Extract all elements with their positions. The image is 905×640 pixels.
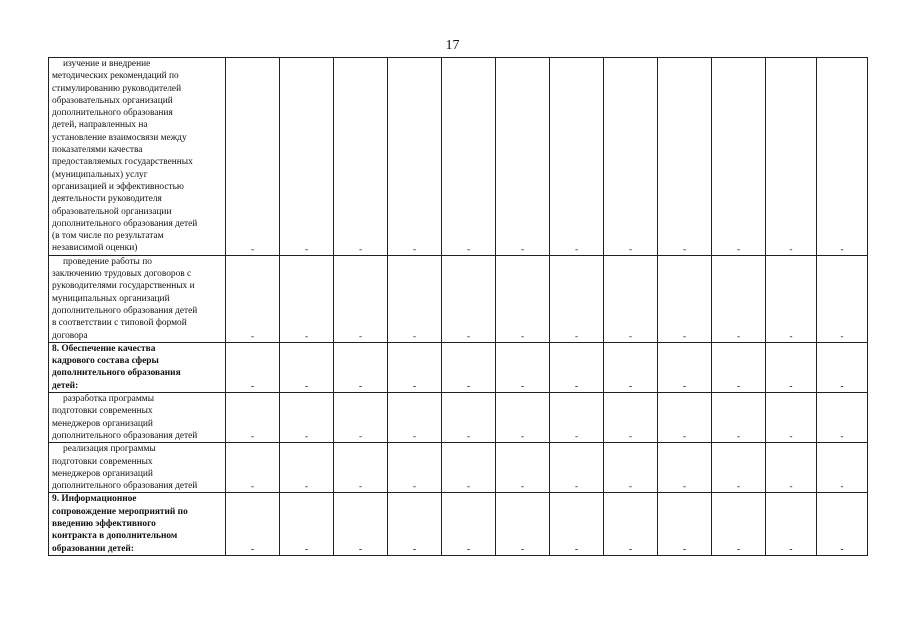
value-cell: -: [442, 58, 496, 256]
row-label-cell: [49, 443, 226, 493]
row-label-line: детей, направленных на: [52, 120, 148, 131]
value-cell: -: [550, 58, 604, 256]
row-label-line: дополнительного образования: [52, 108, 173, 119]
value-cell: -: [604, 58, 658, 256]
row-label-line: стимулированию руководителей: [52, 83, 182, 94]
row-label-cell: [49, 342, 226, 392]
value-cell: -: [658, 443, 712, 493]
row-label-line: кадрового состава сферы: [52, 356, 159, 367]
row-label-line: в соответствии с типовой формой: [52, 318, 187, 329]
value-cell: -: [712, 443, 766, 493]
row-label-line: показателями качества: [52, 145, 143, 156]
value-cell: -: [817, 493, 868, 555]
value-cell: -: [388, 393, 442, 443]
value-cell: -: [766, 342, 817, 392]
row-label-line: образовательных организаций: [52, 95, 173, 106]
value-cell: -: [550, 393, 604, 443]
value-cell: -: [280, 393, 334, 443]
table-row: [49, 443, 868, 493]
value-cell: -: [604, 443, 658, 493]
value-cell: -: [604, 255, 658, 342]
row-label-line: сопровождение мероприятий по: [52, 506, 188, 517]
value-cell: -: [388, 342, 442, 392]
value-cell: -: [658, 393, 712, 443]
row-label-line: дополнительного образования детей: [52, 430, 198, 441]
value-cell: -: [280, 255, 334, 342]
table-row: [49, 493, 868, 555]
row-label-line: заключению трудовых договоров с: [52, 269, 192, 280]
row-label-line: проведение работы по: [63, 256, 152, 267]
table-row: [49, 393, 868, 443]
value-cell: -: [226, 342, 280, 392]
value-cell: -: [550, 342, 604, 392]
value-cell: -: [712, 58, 766, 256]
value-cell: -: [658, 255, 712, 342]
value-cell: -: [442, 393, 496, 443]
value-cell: -: [334, 58, 388, 256]
row-label-line: 9. Информационное: [52, 494, 137, 505]
value-cell: -: [817, 255, 868, 342]
row-label-line: дополнительного образования детей: [52, 305, 198, 316]
value-cell: -: [388, 58, 442, 256]
value-cell: -: [388, 255, 442, 342]
value-cell: -: [496, 493, 550, 555]
value-cell: -: [658, 58, 712, 256]
row-label-line: контракта в дополнительном: [52, 531, 178, 542]
row-label-cell: [49, 255, 226, 342]
value-cell: -: [817, 342, 868, 392]
value-cell: -: [604, 493, 658, 555]
value-cell: -: [550, 493, 604, 555]
row-label-line: детей:: [52, 380, 79, 391]
value-cell: -: [766, 493, 817, 555]
value-cell: -: [496, 255, 550, 342]
row-label-line: методических рекомендаций по: [52, 71, 179, 82]
row-label-line: разработка программы: [63, 394, 154, 405]
row-label-line: введению эффективного: [52, 518, 156, 529]
value-cell: -: [334, 342, 388, 392]
table-row: [49, 255, 868, 342]
row-label-line: дополнительного образования детей: [52, 481, 198, 492]
row-label-line: деятельности руководителя: [52, 194, 162, 205]
value-cell: -: [280, 443, 334, 493]
value-cell: -: [817, 443, 868, 493]
row-label-line: 8. Обеспечение качества: [52, 343, 156, 354]
value-cell: -: [766, 393, 817, 443]
value-cell: -: [280, 493, 334, 555]
value-cell: -: [226, 58, 280, 256]
row-label-line: муниципальных организаций: [52, 293, 170, 304]
value-cell: -: [226, 393, 280, 443]
value-cell: -: [280, 58, 334, 256]
value-cell: -: [712, 342, 766, 392]
row-label-line: подготовки современных: [52, 406, 153, 417]
row-label-line: образовательной организации: [52, 206, 172, 217]
value-cell: -: [442, 255, 496, 342]
row-label-line: подготовки современных: [52, 456, 153, 467]
value-cell: -: [817, 58, 868, 256]
value-cell: -: [712, 493, 766, 555]
row-label-cell: [49, 493, 226, 555]
value-cell: -: [334, 443, 388, 493]
value-cell: -: [496, 393, 550, 443]
row-label-cell: [49, 393, 226, 443]
table-row: [49, 58, 868, 256]
row-label-line: реализация программы: [63, 444, 156, 455]
value-cell: -: [226, 443, 280, 493]
row-label-line: менеджеров организаций: [52, 468, 153, 479]
value-cell: -: [712, 255, 766, 342]
value-cell: -: [280, 342, 334, 392]
row-label-line: договора: [52, 330, 88, 341]
row-label-line: руководителями государственных и: [52, 281, 195, 292]
value-cell: -: [658, 493, 712, 555]
row-label-line: организацией и эффективностью: [52, 181, 184, 192]
value-cell: -: [817, 393, 868, 443]
row-label-line: изучение и внедрение: [63, 59, 151, 69]
row-label-line: независимой оценки): [52, 243, 138, 254]
value-cell: -: [550, 255, 604, 342]
row-label-line: (муниципальных) услуг: [52, 169, 148, 180]
value-cell: -: [496, 443, 550, 493]
row-label-line: предоставляемых государственных: [52, 157, 193, 168]
value-cell: -: [442, 493, 496, 555]
row-label-cell: [49, 58, 226, 256]
activity-table: [48, 57, 868, 556]
page-number: 17: [445, 38, 460, 53]
value-cell: -: [712, 393, 766, 443]
value-cell: -: [604, 342, 658, 392]
value-cell: -: [496, 58, 550, 256]
value-cell: -: [388, 443, 442, 493]
value-cell: -: [496, 342, 550, 392]
value-cell: -: [550, 443, 604, 493]
value-cell: -: [658, 342, 712, 392]
value-cell: -: [226, 255, 280, 342]
value-cell: -: [334, 255, 388, 342]
value-cell: -: [226, 493, 280, 555]
value-cell: -: [604, 393, 658, 443]
row-label-line: менеджеров организаций: [52, 418, 153, 429]
value-cell: -: [334, 393, 388, 443]
row-label-line: установление взаимосвязи между: [52, 132, 187, 143]
row-label-line: дополнительного образования детей: [52, 218, 198, 229]
value-cell: -: [766, 58, 817, 256]
value-cell: -: [442, 443, 496, 493]
value-cell: -: [334, 493, 388, 555]
row-label-line: образовании детей:: [52, 543, 134, 554]
table-body: [49, 58, 868, 556]
value-cell: -: [766, 255, 817, 342]
value-cell: -: [442, 342, 496, 392]
row-label-line: дополнительного образования: [52, 368, 181, 379]
value-cell: -: [766, 443, 817, 493]
row-label-line: (в том числе по результатам: [52, 231, 164, 242]
table-row: [49, 342, 868, 392]
value-cell: -: [388, 493, 442, 555]
